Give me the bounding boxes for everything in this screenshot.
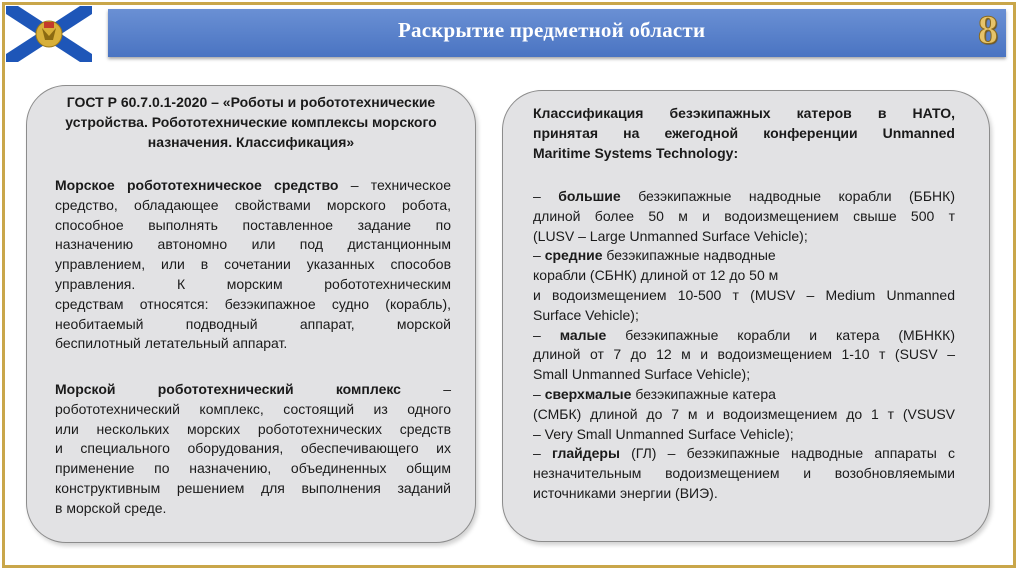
slide-number: 8 [978, 7, 998, 52]
list-item-very-small: – сверхмалые безэкипажные катера (СМБК) длиной до 7 м и водоизмещением до 1 т (VSUSV – Very Small Unmanned Surface Vehicle); [533, 385, 955, 442]
list-item-gliders: – глайдеры (ГЛ) – безэкипажные надводные аппараты с незначительным водоизмещением и возобновляемыми источниками энергии (ВИЭ). [533, 445, 955, 501]
naval-ensign-emblem [6, 6, 92, 62]
list-item-large: – большие безэкипажные надводные корабли (ББНК) длиной более 50 м и водоизмещением свыше 500 т (LUSV – Large Unmanned Surface Vehicle); [533, 188, 955, 244]
definition-maritime-robotic-complex: Морской робототехнический комплекс – робототехнический комплекс, состоящий из одного или нескольких морских робототехнических средств и специального оборудования, обеспечивающего их применение по назначению, объединенных общим конструктивным решением для выполнения заданий в морской среде. [55, 381, 451, 516]
definition-maritime-robotic-device: Морское робототехническое средство – техническое средство, обладающее свойствами морского робота, способное выполнять поставленное задание по назначению автономно или под дистанционным управлением, или в сочетании указанных способов управления. К морским робототехническим средствам относятся: безэкипажное судно (корабль), необитаемый подводный аппарат, морской беспилотный летательный аппарат. [55, 177, 451, 352]
list-item-medium: – средние безэкипажные надводные корабли (СБНК) длиной от 12 до 50 м и водоизмещением 10-500 т (MUSV – Medium Unmanned Surface Vehicle); [533, 247, 955, 323]
nato-class-list [533, 187, 955, 504]
nato-heading: Классификация безэкипажных катеров в НАТО, принятая на ежегодной конференции Unmanned Maritime Systems Technology: [533, 105, 955, 161]
page-title: Раскрытие предметной области [398, 18, 706, 42]
gost-heading: ГОСТ Р 60.7.0.1-2020 – «Роботы и робототехнические устройства. Робототехнические комплексы морского назначения. Классификация» [65, 94, 437, 150]
list-item-small: – малые безэкипажные корабли и катера (МБНКК) длиной от 7 до 12 м и водоизмещением 1-10 т (SUSV – Small Unmanned Surface Vehicle); [533, 326, 955, 383]
